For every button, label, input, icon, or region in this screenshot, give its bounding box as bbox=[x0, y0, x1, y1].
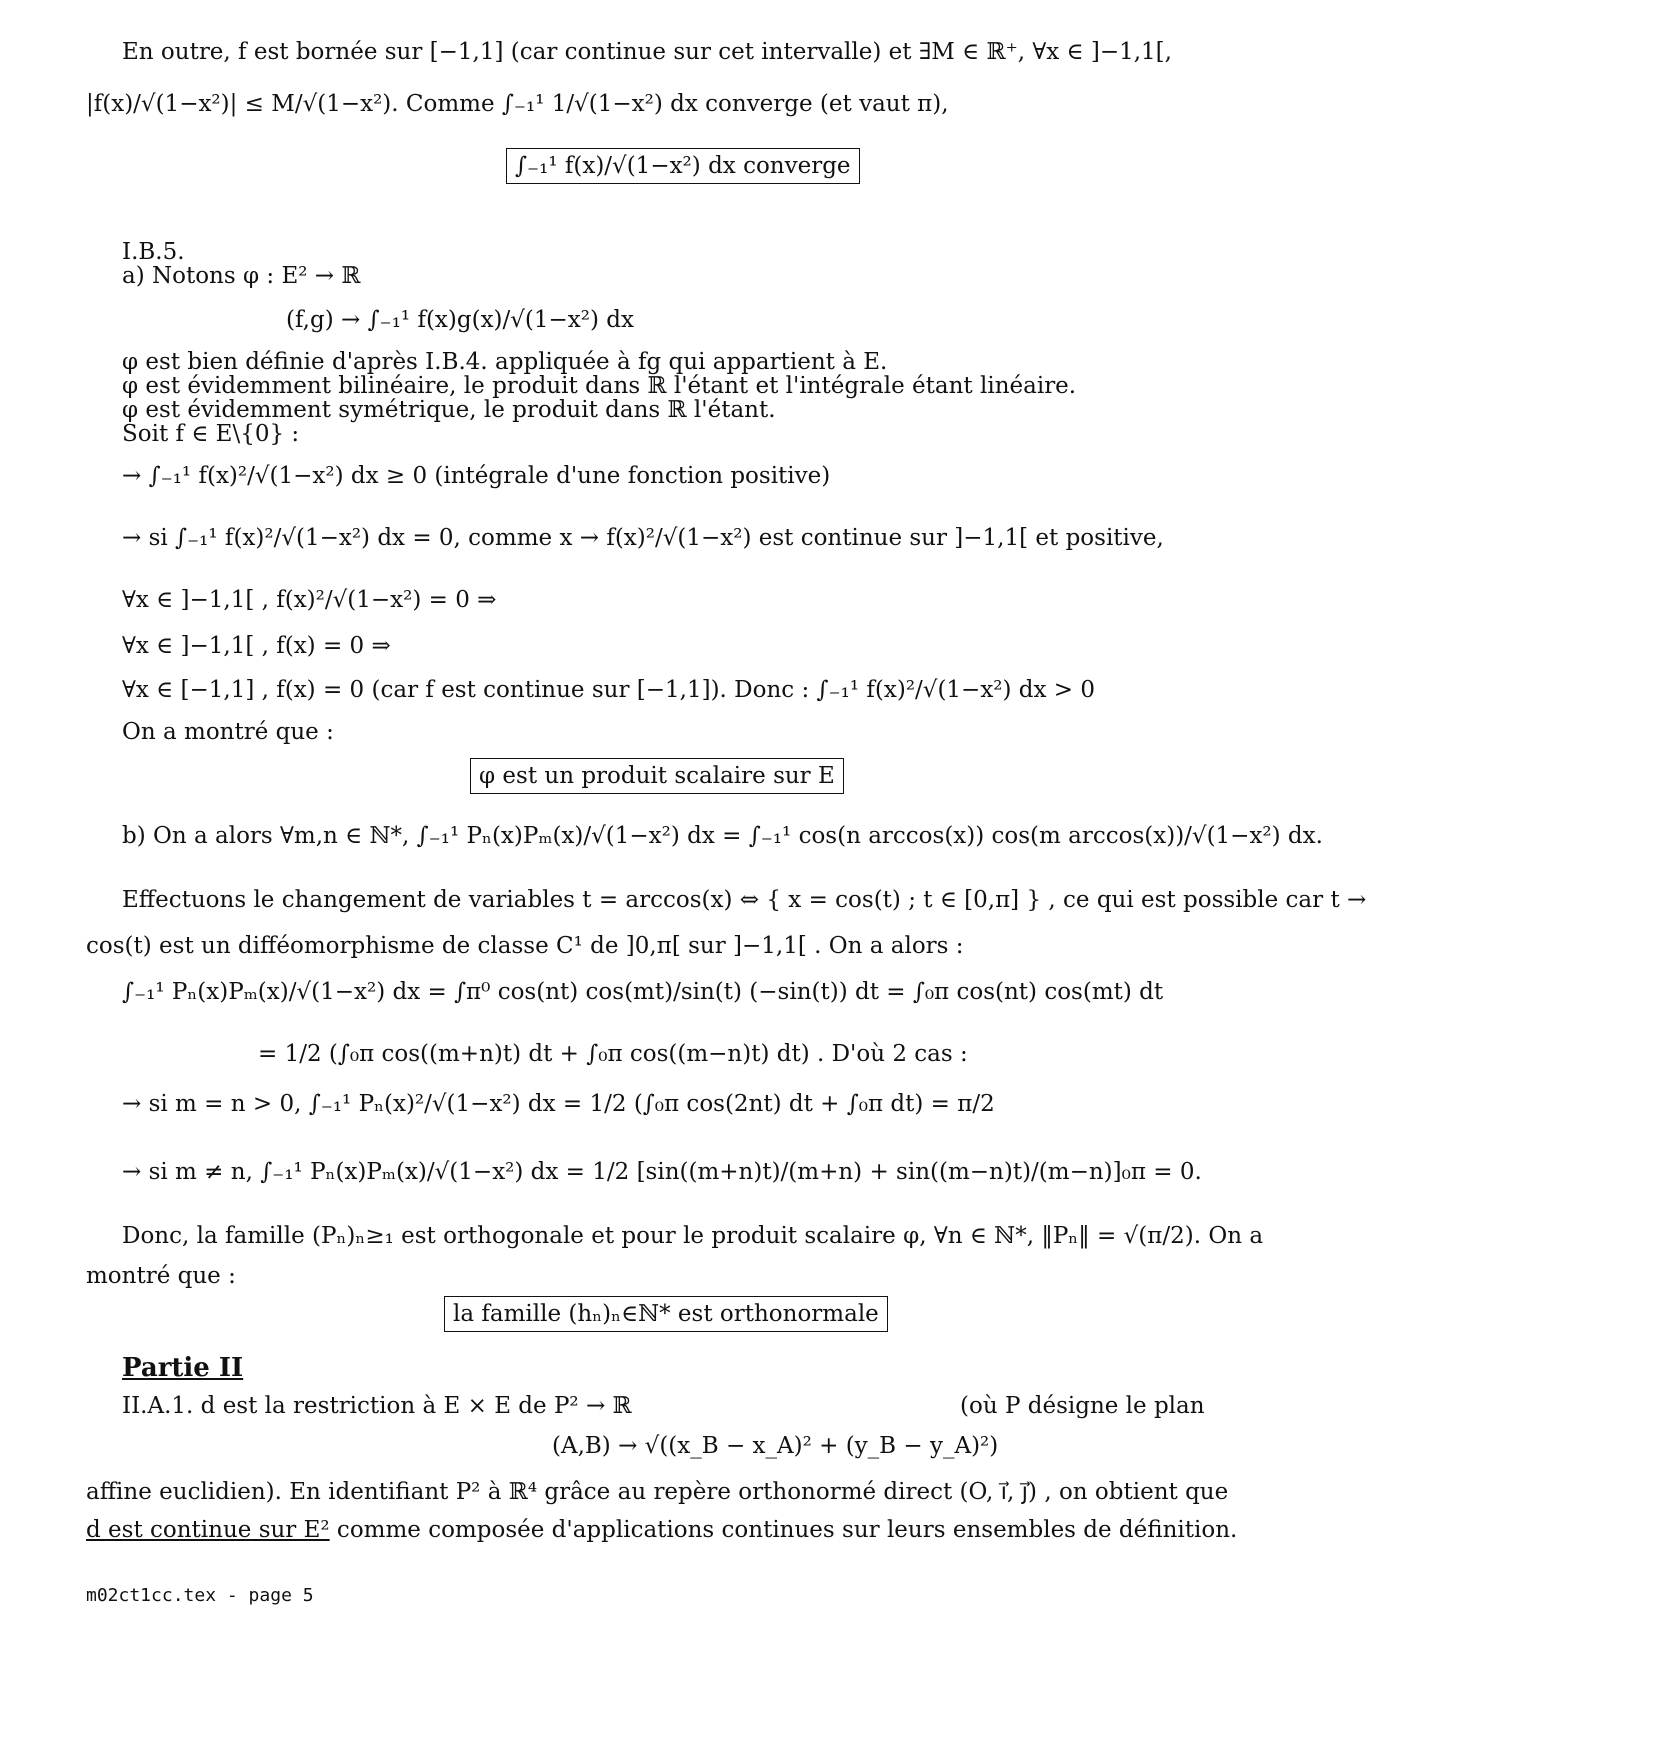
text-line-phi-symmetric: φ est évidemment symétrique, le produit dans ℝ l'étant. bbox=[122, 397, 776, 423]
result-box-scalar-product: φ est un produit scalaire sur E bbox=[470, 758, 844, 794]
formula-line-integral-transform: ∫₋₁¹ Pₙ(x)Pₘ(x)/√(1−x²) dx = ∫π⁰ cos(nt) cos(mt)/sin(t) (−sin(t)) dt = ∫₀π cos(nt) cos(mt) dt bbox=[122, 979, 1164, 1005]
text-line-phi-bilinear: φ est évidemment bilinéaire, le produit dans ℝ l'étant et l'intégrale étant linéaire. bbox=[122, 373, 1077, 399]
text-line-implies-1: ∀x ∈ ]−1,1[ , f(x)²/√(1−x²) = 0 ⇒ bbox=[122, 587, 497, 613]
text-line-montre-que: montré que : bbox=[86, 1263, 236, 1289]
text-line-if-zero: → si ∫₋₁¹ f(x)²/√(1−x²) dx = 0, comme x → f(x)²/√(1−x²) est continue sur ]−1,1[ et positive, bbox=[122, 525, 1164, 551]
text-line-conclusion-positive: ∀x ∈ [−1,1] , f(x) = 0 (car f est continue sur [−1,1]). Donc : ∫₋₁¹ f(x)²/√(1−x²) dx > 0 bbox=[122, 677, 1096, 703]
text-line-positive-integral: → ∫₋₁¹ f(x)²/√(1−x²) dx ≥ 0 (intégrale d'une fonction positive) bbox=[122, 463, 831, 489]
formula-distance: (A,B) → √((x_B − x_A)² + (y_B − y_A)²) bbox=[552, 1433, 999, 1459]
text-line-IIA1-note: (où P désigne le plan bbox=[960, 1393, 1205, 1419]
result-box-orthonormal: la famille (hₙ)ₙ∈ℕ* est orthonormale bbox=[444, 1296, 888, 1332]
formula-line-case-equal: → si m = n > 0, ∫₋₁¹ Pₙ(x)²/√(1−x²) dx = 1/2 (∫₀π cos(2nt) dt + ∫₀π dt) = π/2 bbox=[122, 1091, 995, 1117]
text-line-diffeomorphism: cos(t) est un difféomorphisme de classe C¹ de ]0,π[ sur ]−1,1[ . On a alors : bbox=[86, 933, 964, 959]
section-label-IB5: I.B.5. bbox=[122, 239, 185, 265]
formula-phi-mapping: (f,g) → ∫₋₁¹ f(x)g(x)/√(1−x²) dx bbox=[286, 307, 634, 333]
underlined-claim: d est continue sur E² bbox=[86, 1517, 330, 1543]
text-line-b-integrals: b) On a alors ∀m,n ∈ ℕ*, ∫₋₁¹ Pₙ(x)Pₘ(x)/√(1−x²) dx = ∫₋₁¹ cos(n arccos(x)) cos(m arccos(x))/√(1−x²) dx. bbox=[122, 823, 1323, 849]
formula-line-two-cases: = 1/2 (∫₀π cos((m+n)t) dt + ∫₀π cos((m−n)t) dt) . D'où 2 cas : bbox=[258, 1041, 968, 1067]
text-line-continuity bbox=[86, 1516, 1238, 1544]
text-line-on-a-montre-1: On a montré que : bbox=[122, 719, 334, 745]
text-line-IIA1: II.A.1. d est la restriction à E × E de P² → ℝ bbox=[122, 1393, 632, 1419]
text-continuity-reason: comme composée d'applications continues sur leurs ensembles de définition. bbox=[329, 1517, 1238, 1543]
text-line-soit-f: Soit f ∈ E\{0} : bbox=[122, 421, 300, 447]
text-line-change-variables: Effectuons le changement de variables t = arccos(x) ⇔ { x = cos(t) ; t ∈ [0,π] } , ce qui est possible car t → bbox=[122, 887, 1367, 913]
text-line-1: En outre, f est bornée sur [−1,1] (car continue sur cet intervalle) et ∃M ∈ ℝ⁺, ∀x ∈ ]−1,1[, bbox=[122, 39, 1172, 65]
text-line-phi-defined: φ est bien définie d'après I.B.4. appliquée à fg qui appartient à E. bbox=[122, 349, 888, 375]
text-line-identification: affine euclidien). En identifiant P² à ℝ⁴ grâce au repère orthonormé direct (O, i⃗, j⃗) , on obtient que bbox=[86, 1479, 1229, 1505]
text-line-orthogonal-family: Donc, la famille (Pₙ)ₙ≥₁ est orthogonale et pour le produit scalaire φ, ∀n ∈ ℕ*, ‖Pₙ‖ = √(π/2). On a bbox=[122, 1223, 1264, 1249]
result-box-integral-converges: ∫₋₁¹ f(x)/√(1−x²) dx converge bbox=[506, 148, 860, 184]
section-heading-partie-II: Partie II bbox=[122, 1353, 244, 1383]
page-footer: m02ct1cc.tex - page 5 bbox=[86, 1585, 314, 1606]
text-line-implies-2: ∀x ∈ ]−1,1[ , f(x) = 0 ⇒ bbox=[122, 633, 391, 659]
formula-line-case-different: → si m ≠ n, ∫₋₁¹ Pₙ(x)Pₘ(x)/√(1−x²) dx = 1/2 [sin((m+n)t)/(m+n) + sin((m−n)t)/(m−n)]₀π = 0. bbox=[122, 1159, 1202, 1185]
text-line-2: |f(x)/√(1−x²)| ≤ M/√(1−x²). Comme ∫₋₁¹ 1/√(1−x²) dx converge (et vaut π), bbox=[86, 91, 949, 117]
text-line-define-phi: a) Notons φ : E² → ℝ bbox=[122, 263, 361, 289]
